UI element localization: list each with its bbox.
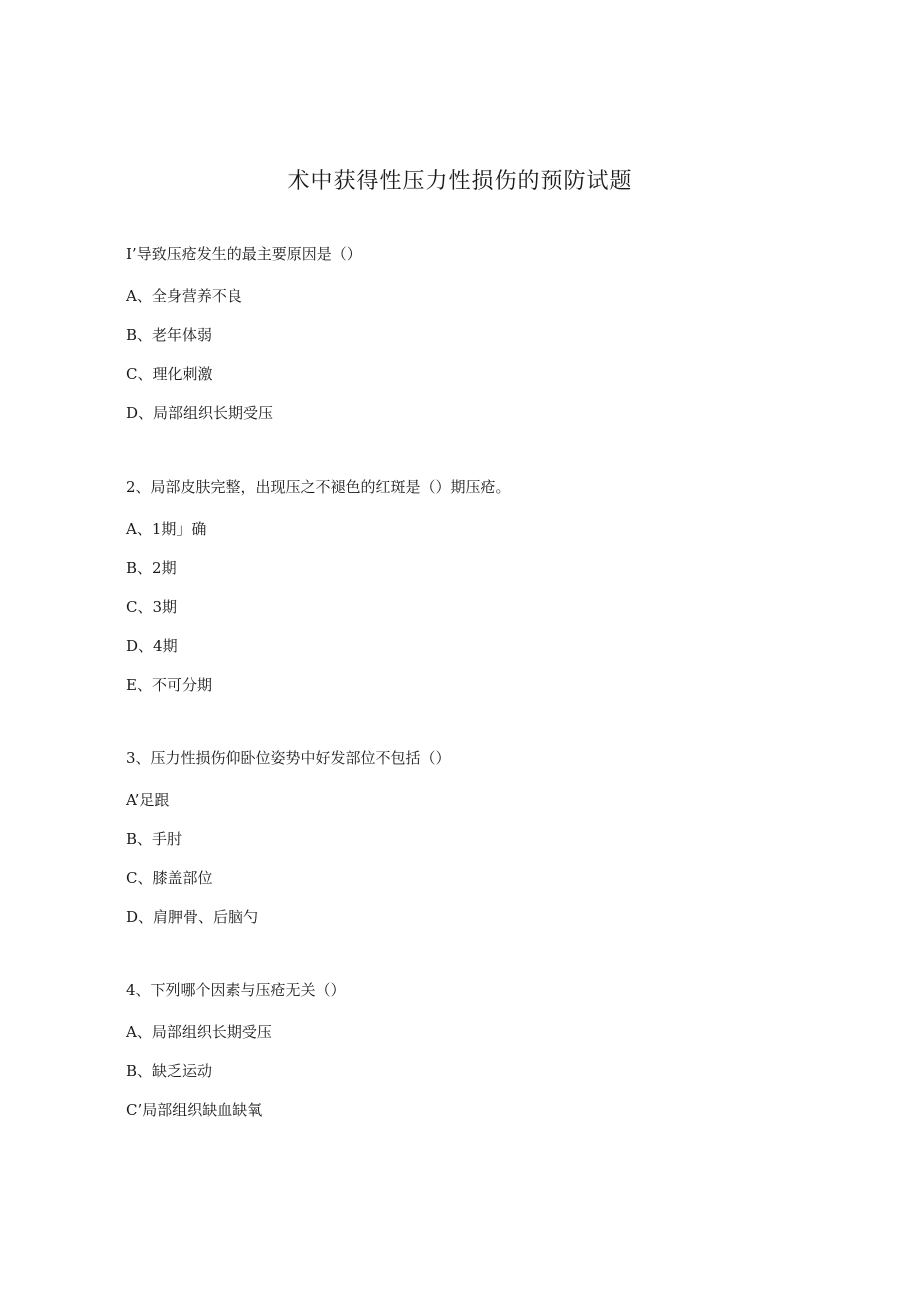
question-1-option-d: D、局部组织长期受压 — [126, 404, 274, 422]
question-2-option-b: B、2期 — [126, 559, 177, 577]
question-2-option-e: E、不可分期 — [126, 676, 212, 694]
question-3-option-a: A’足跟 — [126, 791, 170, 809]
question-3-option-d: D、肩胛骨、后脑勺 — [126, 908, 259, 926]
question-1-stem: I’导致压疮发生的最主要原因是（） — [126, 245, 362, 263]
page-title: 术中获得性压力性损伤的预防试题 — [287, 169, 633, 194]
question-2-option-d: D、4期 — [126, 637, 178, 655]
question-4-option-c: C’局部组织缺血缺氧 — [126, 1101, 263, 1119]
question-1-option-c: C、理化刺激 — [126, 365, 213, 383]
question-2-option-a: A、1期」确 — [126, 520, 207, 538]
question-2-option-c: C、3期 — [126, 598, 178, 616]
question-2-stem: 2、局部皮肤完整，出现压之不褪色的红斑是（）期压疮。 — [126, 478, 511, 496]
question-3-option-b: B、手肘 — [126, 830, 183, 848]
question-3-option-c: C、膝盖部位 — [126, 869, 213, 887]
question-4-option-a: A、局部组织长期受压 — [126, 1023, 272, 1041]
question-3-stem: 3、压力性损伤仰卧位姿势中好发部位不包括（） — [126, 749, 451, 767]
question-4-option-b: B、缺乏运动 — [126, 1062, 213, 1080]
question-4-stem: 4、下列哪个因素与压疮无关（） — [126, 981, 346, 999]
question-1-option-a: A、全身营养不良 — [126, 287, 242, 305]
question-1-option-b: B、老年体弱 — [126, 326, 213, 344]
